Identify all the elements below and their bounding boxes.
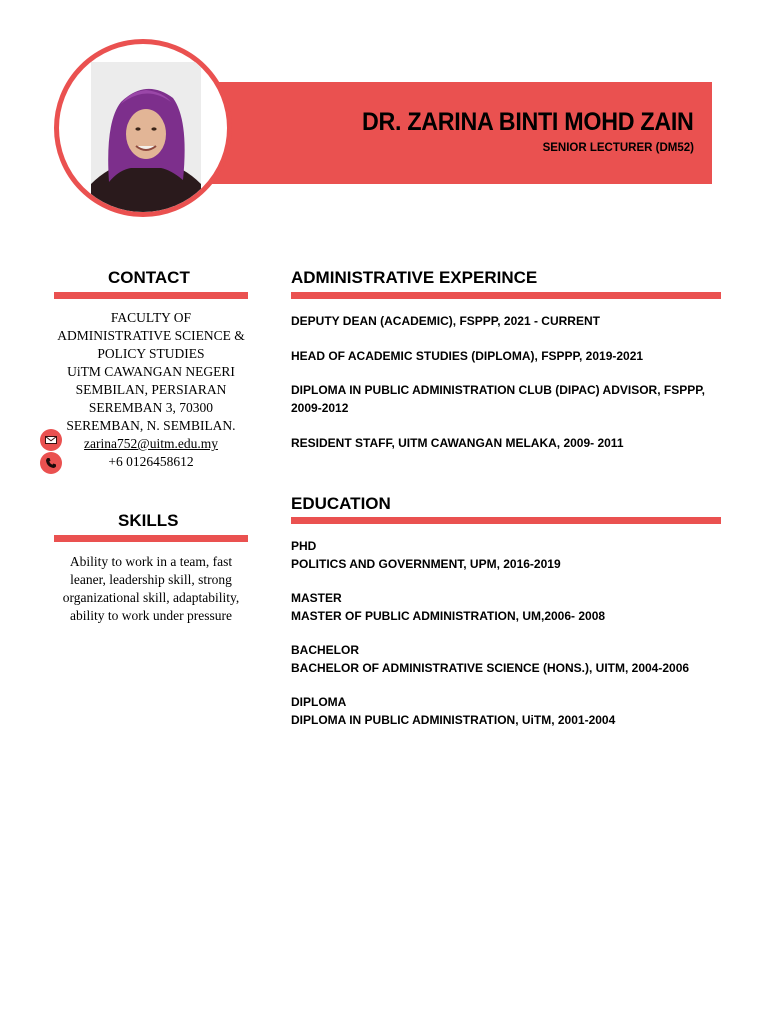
mail-icon: [40, 429, 62, 451]
education-divider: [291, 517, 721, 524]
education-entry: [291, 693, 731, 729]
phone-number: +6 0126458612: [108, 454, 194, 469]
experience-item: DEPUTY DEAN (ACADEMIC), FSPPP, 2021 - CURRENT: [291, 314, 600, 328]
address-line: SEREMBAN 3, 70300: [88, 400, 214, 415]
experience-item: RESIDENT STAFF, UITM CAWANGAN MELAKA, 2009- 2011: [291, 436, 624, 450]
experience-title: ADMINISTRATIVE EXPERINCE: [291, 268, 538, 287]
skills-text: Ability to work in a team, fast leaner, leadership skill, strong organizational skill, adaptability, ability to work under pressure: [62, 554, 240, 623]
address-line: FACULTY OF: [110, 310, 192, 325]
email-link[interactable]: zarina752@uitm.edu.my: [84, 436, 218, 451]
education-title: EDUCATION: [291, 494, 391, 513]
phone-icon: [40, 452, 62, 474]
education-detail: DIPLOMA IN PUBLIC ADMINISTRATION, UiTM, 2001-2004: [291, 713, 616, 727]
address-line: ADMINISTRATIVE SCIENCE &: [57, 328, 245, 343]
address-line: POLICY STUDIES: [97, 346, 205, 361]
person-role: SENIOR LECTURER (DM52): [542, 142, 694, 154]
education-entry: [291, 641, 731, 677]
education-detail: MASTER OF PUBLIC ADMINISTRATION, UM,2006- 2008: [291, 609, 606, 623]
profile-photo-frame: [54, 39, 232, 217]
experience-divider: [291, 292, 721, 299]
education-detail: BACHELOR OF ADMINISTRATIVE SCIENCE (HONS.), UITM, 2004-2006: [291, 661, 690, 675]
contact-title: CONTACT: [108, 268, 190, 287]
header-banner: [200, 82, 712, 184]
education-detail: POLITICS AND GOVERNMENT, UPM, 2016-2019: [291, 557, 561, 571]
person-name: DR. ZARINA BINTI MOHD ZAIN: [362, 108, 694, 136]
education-level: MASTER: [291, 591, 342, 605]
education-level: DIPLOMA: [291, 695, 347, 709]
contact-divider: [54, 292, 248, 299]
skills-title: SKILLS: [118, 511, 179, 530]
address-line: UiTM CAWANGAN NEGERI: [67, 364, 235, 379]
address-line: SEREMBAN, N. SEMBILAN.: [66, 418, 236, 433]
profile-photo: [91, 62, 201, 212]
contact-address: [54, 309, 248, 471]
experience-item: DIPLOMA IN PUBLIC ADMINISTRATION CLUB (DIPAC) ADVISOR, FSPPP, 2009-2012: [291, 383, 706, 415]
address-line: SEMBILAN, PERSIARAN: [75, 382, 227, 397]
education-level: BACHELOR: [291, 643, 359, 657]
experience-item: HEAD OF ACADEMIC STUDIES (DIPLOMA), FSPPP, 2019-2021: [291, 349, 644, 363]
skills-divider: [54, 535, 248, 542]
education-level: PHD: [291, 539, 317, 553]
education-entry: [291, 537, 731, 573]
education-entry: [291, 589, 731, 625]
